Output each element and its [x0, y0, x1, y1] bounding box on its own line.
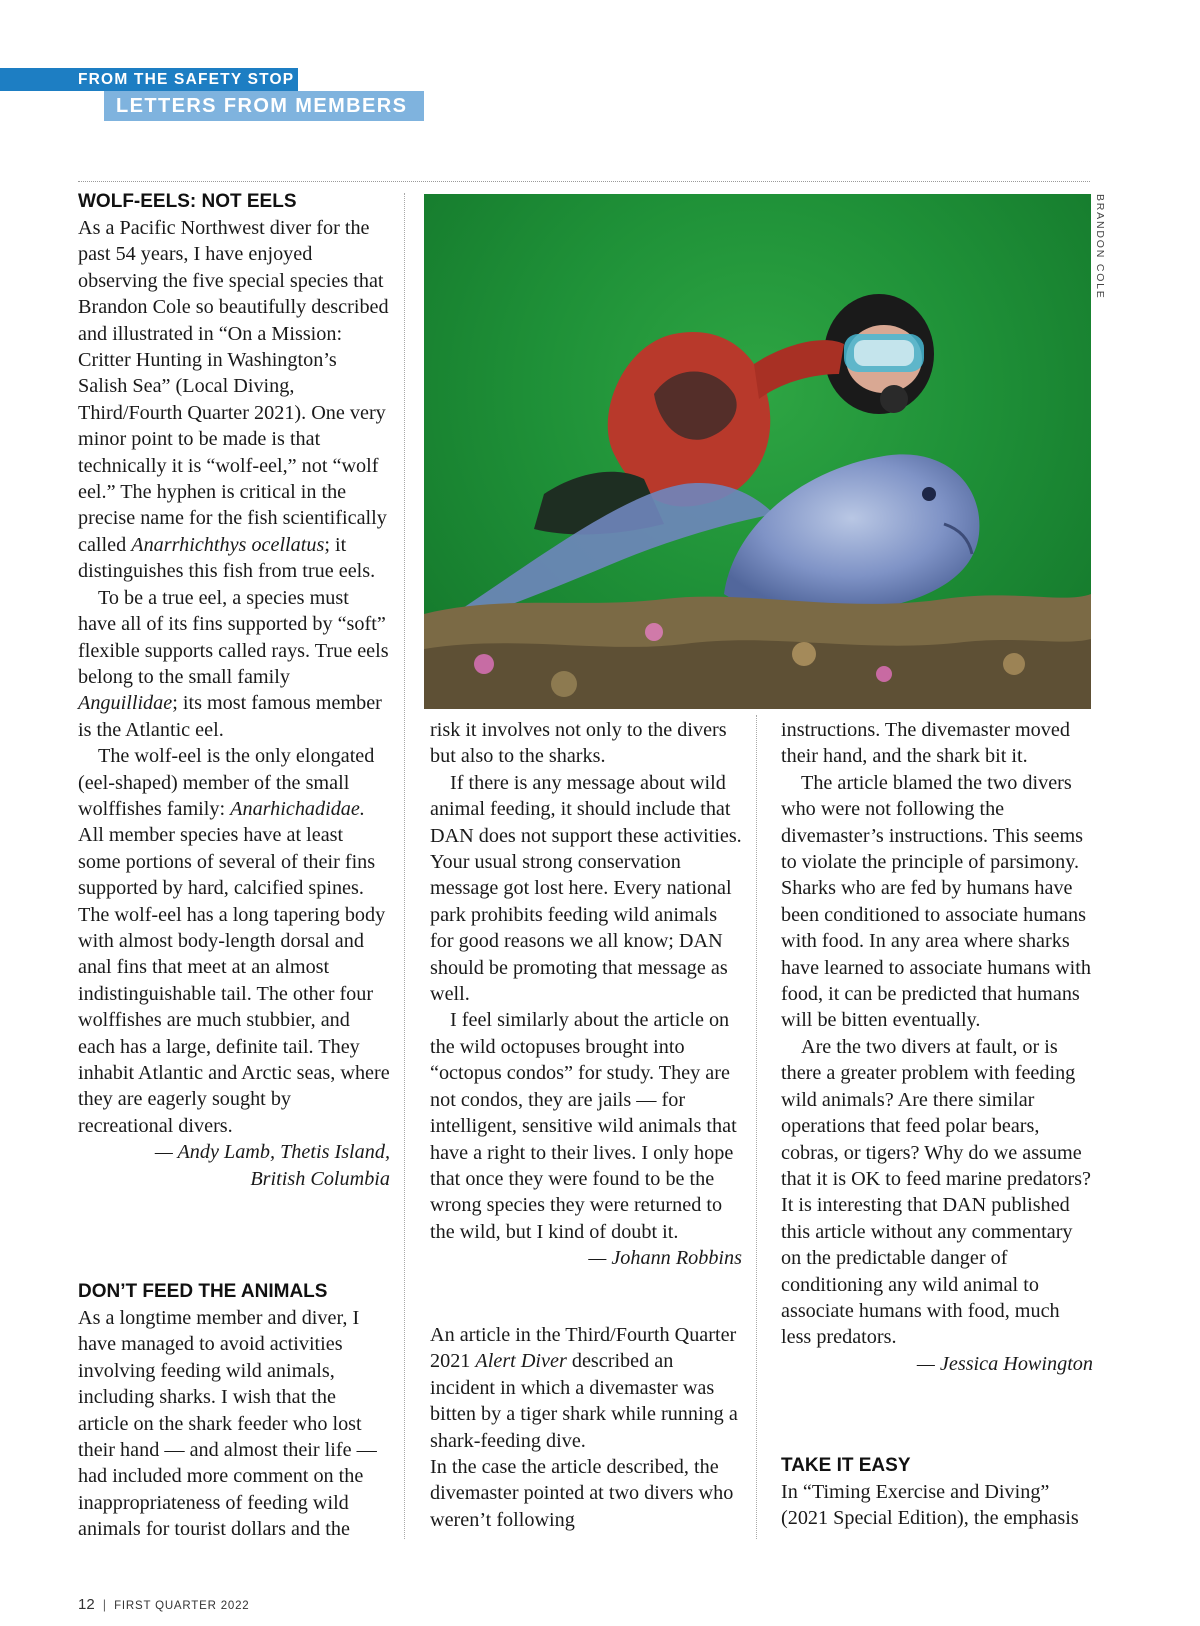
letter-paragraph: As a Pacific Northwest diver for the past 54 years, I have enjoyed observing the five special species that Brandon Cole so beautifully described and illustrated in “On a Mission: Critter Hunting in Washington’s Salish Sea” (Local Diving, Third/Fourth Quarter 2021). One very minor point to be made is that technically it is “wolf-eel,” not “wolf eel.” The hyphen is critical in the precise name for the fish scientifically called Anarrhichthys ocellatus; it distinguishes this fish from true eels.	[78, 217, 389, 583]
photo-credit-text: BRANDON COLE	[1094, 194, 1106, 300]
wolf-eel-photo	[424, 194, 1091, 709]
letter-paragraph: risk it involves not only to the divers but also to the sharks.	[430, 719, 727, 768]
section-label: FROM THE SAFETY STOP	[78, 71, 295, 88]
letter-paragraph: To be a true eel, a species must have all of its fins supported by “soft” flexible supports called rays. True eels belong to the small family Anguillidae; its most famous member is the Atlantic eel.	[78, 586, 389, 741]
column-2-lower	[430, 1322, 742, 1533]
letter-paragraph: instructions. The divemaster moved their hand, and the shark bit it.	[781, 719, 1070, 768]
letter-heading-wolf-eels: WOLF-EELS: NOT EELS	[78, 191, 297, 212]
column-1	[78, 189, 390, 1192]
page-number: 12	[78, 1596, 95, 1613]
column-divider-2	[756, 715, 757, 1539]
letter-paragraph: Are the two divers at fault, or is there a greater problem with feeding wild animals? Are there similar operations that feed polar bears, cobras, or tigers? Why do we assume that it is OK to feed marine predators? It is interesting that DAN published this article without any commentary on the predictable danger of conditioning any wild animal to associate humans with food, much less predators.	[781, 1035, 1091, 1349]
letter-signature: — Johann Robbins	[588, 1247, 742, 1270]
footer-separator: |	[102, 1597, 107, 1612]
column-1-lower	[78, 1279, 390, 1543]
photo-credit	[1084, 194, 1112, 314]
letter-paragraph: As a longtime member and diver, I have managed to avoid activities involving feeding wild animals, including sharks. I wish that the article on the shark feeder who lost their hand — and almost their life — had included more comment on the inappropriateness of feeding wild animals for tourist dollars and the	[78, 1307, 377, 1541]
letter-signature: — Andy Lamb, Thetis Island,	[154, 1141, 390, 1164]
letter-signature-location: British Columbia	[250, 1167, 390, 1190]
letter-paragraph: In the case the article described, the divemaster pointed at two divers who weren’t following	[430, 1456, 734, 1531]
column-3-lower	[781, 1453, 1093, 1532]
letter-paragraph: I feel similarly about the article on the wild octopuses brought into “octopus condos” for study. They are not condos, they are jails — for intelligent, sensitive wild animals that have a right to their lives. I only hope that once they were found to be the wrong species they were returned to the wild, but I kind of doubt it.	[430, 1009, 737, 1243]
letter-signature: — Jessica Howington	[916, 1352, 1093, 1375]
letter-paragraph: The article blamed the two divers who were not following the divemaster’s instructions. This seems to violate the principle of parsimony. Sharks who are fed by humans have been conditioned to associate humans with food. In any area where sharks have learned to associate humans with food, it can be predicted that humans will be bitten eventually.	[781, 771, 1091, 1032]
letter-paragraph: In “Timing Exercise and Diving” (2021 Special Edition), the emphasis	[781, 1481, 1079, 1530]
letter-paragraph: If there is any message about wild animal feeding, it should include that DAN does not support these activities. Your usual strong conservation message got lost here. Every national park prohibits feeding wild animals for good reasons we all know; DAN should be promoting that message as well.	[430, 771, 742, 1006]
section-banner	[0, 68, 298, 91]
department-banner	[104, 91, 424, 121]
page-footer	[78, 1596, 249, 1614]
department-label: LETTERS FROM MEMBERS	[116, 95, 408, 117]
letter-paragraph: An article in the Third/Fourth Quarter 2021 Alert Diver described an incident in which a divemaster was bitten by a tiger shark while running a shark-feeding dive.	[430, 1324, 738, 1452]
letter-paragraph: The wolf-eel is the only elongated (eel-shaped) member of the small wolffishes family: Anarhichadidae. All member species have at least some portions of several of their fins supported by hard, calcified spines. The wolf-eel has a long tapering body with almost body-length dorsal and anal fins that meet at an almost indistinguishable tail. The other four wolffishes are much stubbier, and each has a large, definite tail. They inhabit Atlantic and Arctic seas, where they are eagerly sought by recreational divers.	[78, 745, 390, 1137]
issue-label: FIRST QUARTER 2022	[114, 1600, 250, 1612]
column-3	[781, 717, 1093, 1377]
top-divider	[78, 181, 1090, 182]
column-divider-1	[404, 193, 405, 1539]
letter-heading-take-it-easy: TAKE IT EASY	[781, 1455, 911, 1476]
letter-heading-dont-feed: DON’T FEED THE ANIMALS	[78, 1281, 328, 1302]
column-2	[430, 717, 742, 1272]
diver-wolf-eel-illustration	[424, 194, 1091, 709]
